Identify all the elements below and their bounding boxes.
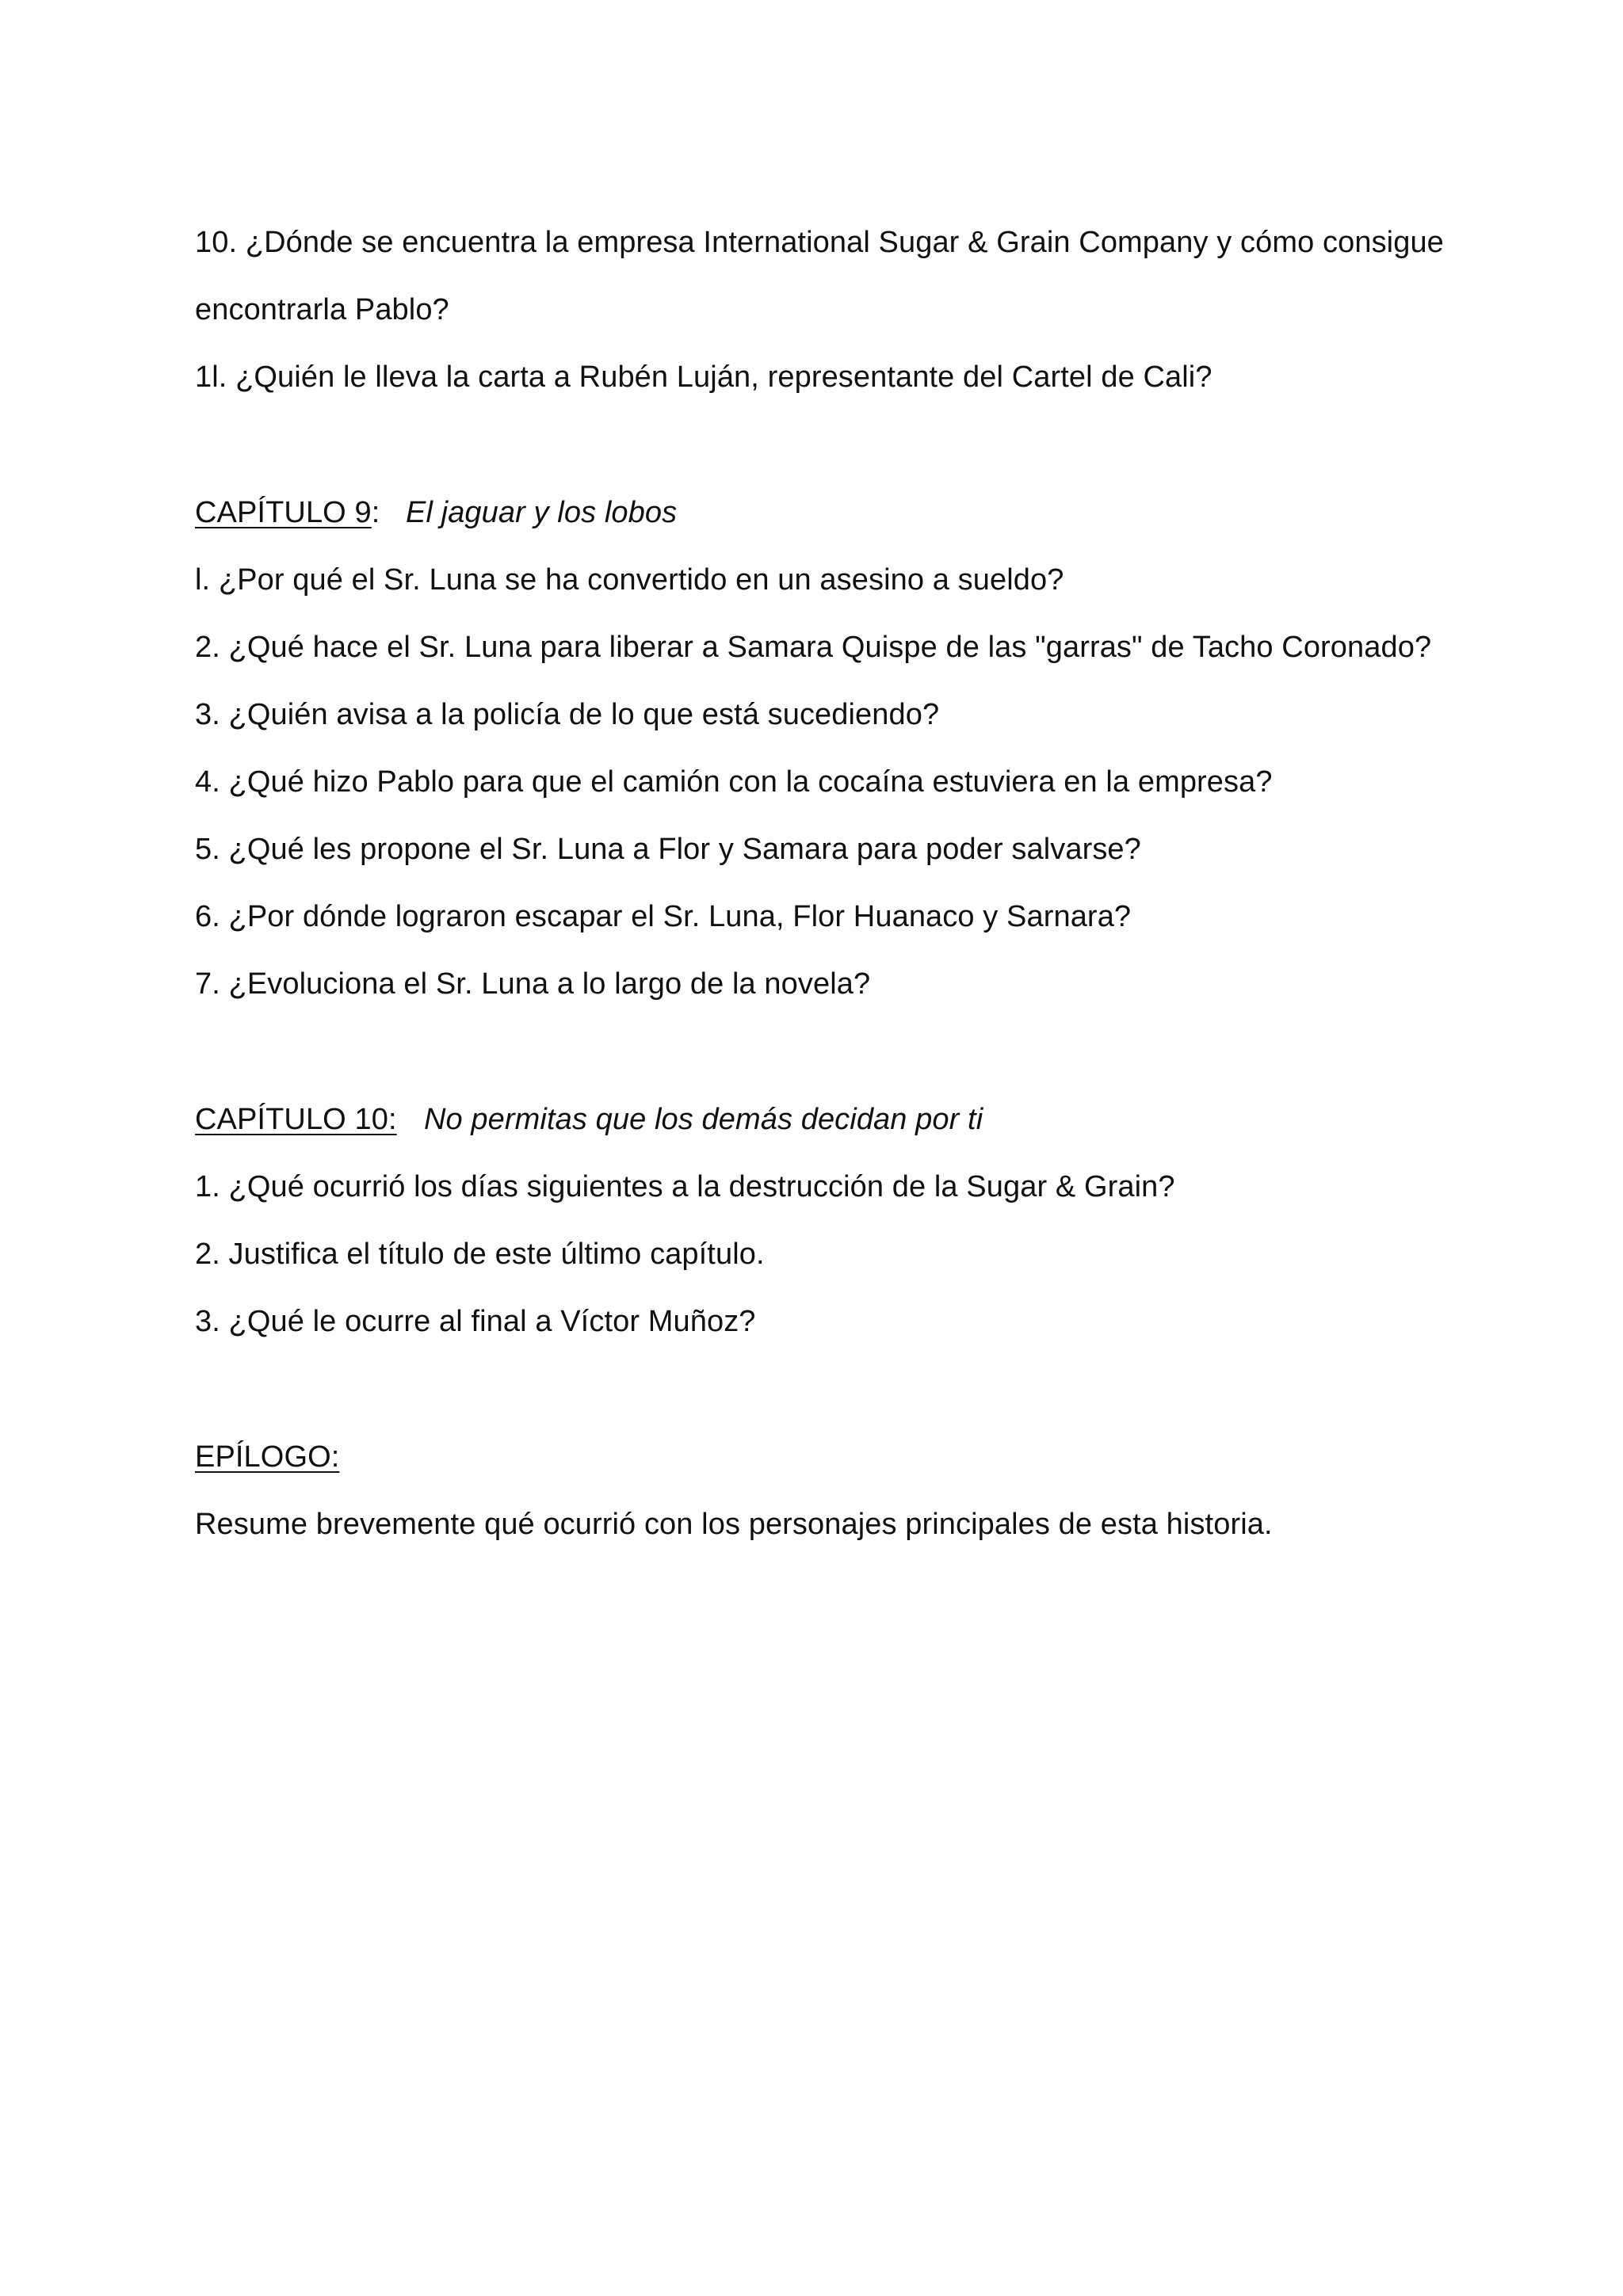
question-10-line-2: encontrarla Pablo? — [195, 293, 449, 326]
epilogue-heading — [195, 1438, 339, 1476]
question-11: 1l. ¿Quién le lleva la carta a Rubén Luján, representante del Cartel de Cali? — [195, 360, 1212, 394]
epilogue-text: Resume brevemente qué ocurrió con los personajes principales de esta historia. — [195, 1508, 1273, 1541]
chapter-9-heading — [195, 494, 380, 532]
chapter-9-question-4: 4. ¿Qué hizo Pablo para que el camión con la cocaína estuviera en la empresa? — [195, 765, 1273, 799]
chapter-9-label: CAPÍTULO 9 — [195, 496, 372, 529]
epilogue-label: EPÍLOGO: — [195, 1440, 340, 1474]
chapter-10-heading — [195, 1100, 397, 1138]
chapter-9-question-3: 3. ¿Quién avisa a la policía de lo que está sucediendo? — [195, 698, 940, 731]
chapter-9-question-7: 7. ¿Evoluciona el Sr. Luna a lo largo de la novela? — [195, 967, 871, 1001]
chapter-9-title: El jaguar y los lobos — [406, 496, 678, 529]
chapter-10-question-1: 1. ¿Qué ocurrió los días siguientes a la destrucción de la Sugar & Grain? — [195, 1170, 1175, 1203]
chapter-9-question-1: l. ¿Por qué el Sr. Luna se ha convertido en un asesino a sueldo? — [195, 563, 1064, 597]
chapter-10-question-2: 2. Justifica el título de este último capítulo. — [195, 1238, 765, 1271]
chapter-9-question-5: 5. ¿Qué les propone el Sr. Luna a Flor y Samara para poder salvarse? — [195, 833, 1141, 866]
chapter-10-question-3: 3. ¿Qué le ocurre al final a Víctor Muñoz? — [195, 1305, 756, 1338]
question-10-line-1: 10. ¿Dónde se encuentra la empresa International Sugar & Grain Company y cómo consigue — [195, 226, 1444, 259]
chapter-10-title: No permitas que los demás decidan por ti — [424, 1103, 983, 1136]
chapter-10-label: CAPÍTULO 10: — [195, 1103, 397, 1136]
chapter-9-question-6: 6. ¿Por dónde lograron escapar el Sr. Luna, Flor Huanaco y Sarnara? — [195, 900, 1132, 933]
chapter-9-colon: : — [371, 496, 380, 529]
chapter-9-question-2: 2. ¿Qué hace el Sr. Luna para liberar a Samara Quispe de las "garras" de Tacho Coronado? — [195, 631, 1432, 664]
